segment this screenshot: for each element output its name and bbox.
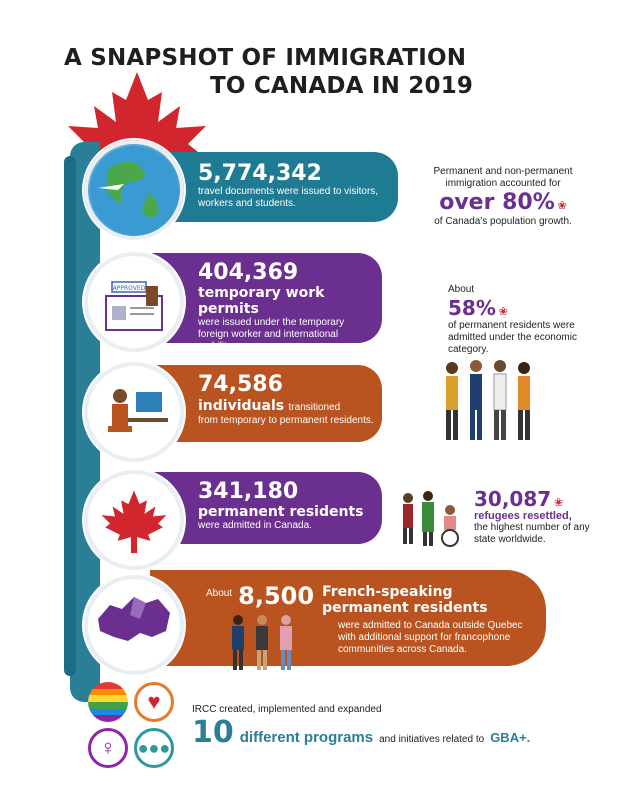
permits-headline: temporary work permits: [198, 285, 325, 317]
permits-number: 404,369: [198, 260, 299, 285]
permanent-number: 341,180: [198, 479, 299, 504]
growth-block: [418, 166, 588, 228]
footer-big: 10: [192, 715, 234, 750]
desk-circle: [84, 362, 184, 462]
rainbow-icon: [88, 682, 128, 722]
globe-icon: [88, 144, 180, 236]
permanent-text: were admitted in Canada.: [198, 520, 312, 531]
economic-big: 58%: [448, 296, 496, 320]
canada-map-icon: [88, 579, 180, 671]
travel-number: 5,774,342: [198, 161, 322, 186]
footer-mid: and initiatives related to: [379, 734, 485, 745]
globe-circle: [84, 140, 184, 240]
economic-block: [448, 284, 578, 356]
female-symbol-icon: ♀: [88, 728, 128, 768]
growth-big: over 80%: [439, 190, 555, 215]
transitions-text-1: transitioned: [288, 402, 341, 413]
maple-leaf-small-icon: [88, 474, 180, 566]
travel-text: travel documents were issued to visitors, workers and students.: [198, 186, 379, 209]
title-line-1: A SNAPSHOT OF IMMIGRATION: [64, 45, 467, 71]
title-line-2: TO CANADA IN 2019: [210, 73, 474, 99]
refugee-family-illustration: [398, 488, 470, 548]
refugees-big: 30,087: [474, 487, 552, 511]
francophone-people-illustration: [226, 612, 300, 674]
french-number: 8,500: [238, 582, 315, 610]
growth-line-2: of Canada's population growth.: [434, 216, 572, 227]
footer-icons: [88, 682, 178, 772]
transitions-text-2: from temporary to permanent residents.: [198, 415, 374, 426]
french-text: were admitted to Canada outside Quebec with additional support for francophone communities across Canada.: [338, 620, 523, 655]
french-headline: French-speaking permanent residents: [322, 584, 488, 616]
refugees-block: [474, 488, 614, 546]
band-travel: [150, 152, 398, 222]
band-permanent: [150, 472, 382, 544]
band-permits: [150, 253, 382, 352]
timeline-spine-shadow: [64, 156, 76, 676]
transitions-number: 74,586: [198, 372, 283, 397]
band-french: [150, 570, 546, 666]
approved-stamp-text: APPROVED: [112, 285, 146, 292]
maple-circle: [84, 470, 184, 570]
transitions-headline: individuals: [198, 398, 285, 414]
document-stamp-icon: [88, 256, 180, 348]
map-circle: [84, 575, 184, 675]
economic-text: of permanent residents were admitted under the economic category.: [448, 320, 577, 355]
economic-about: About: [448, 284, 475, 295]
group-people-icon: ●●●: [134, 728, 174, 768]
footer-gba: GBA+.: [490, 730, 531, 745]
workers-illustration: [438, 356, 538, 448]
footer-block: [192, 704, 612, 748]
refugees-headline: refugees resettled,: [474, 510, 572, 522]
french-about: About: [206, 588, 233, 599]
person-at-desk-icon: [88, 366, 180, 458]
growth-leaf-icon: ❀: [557, 200, 567, 212]
permanent-headline: permanent residents: [198, 504, 364, 520]
band-transitions: [150, 365, 382, 442]
refugees-leaf-icon: ❀: [553, 497, 564, 509]
economic-leaf-icon: ❀: [498, 306, 508, 318]
footer-headline: different programs: [239, 729, 374, 746]
refugees-text: the highest number of any state worldwide.: [474, 522, 590, 545]
permit-circle: [84, 252, 184, 352]
permits-text: were issued under the temporary foreign worker and international mobility programs.: [198, 317, 345, 352]
footer-line-1: IRCC created, implemented and expanded: [192, 704, 382, 715]
growth-line-1: Permanent and non-permanent immigration accounted for: [433, 166, 573, 189]
heart-icon: ♥: [134, 682, 174, 722]
